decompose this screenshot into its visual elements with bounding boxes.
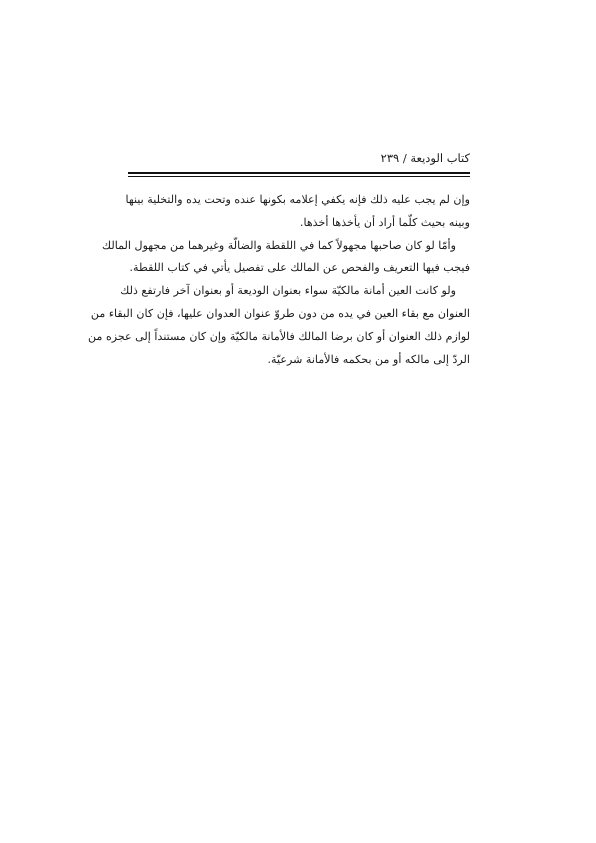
paragraph-1 bbox=[125, 189, 470, 235]
text-line: ولو كانت العين أمانة مالكيّة سواء بعنوان الوديعة أو بعنوان آخر فارتفع ذلك bbox=[120, 284, 456, 298]
text-line: الردّ إلى مالكه أو من بحكمه فالأمانة شرعيّة. bbox=[267, 352, 470, 366]
text-line: لوازم ذلك العنوان أو كان برضا المالك فالأمانة مالكيّة وإن كان مستنداً إلى عجزه من bbox=[88, 329, 470, 343]
header-rule-thick bbox=[128, 172, 470, 174]
body-text bbox=[88, 189, 470, 371]
text-line: العنوان مع بقاء العين في يده من دون طروّ عنوان العدوان عليها، فإن كان البقاء من bbox=[90, 306, 470, 320]
paragraph-2 bbox=[102, 235, 470, 281]
text-line: وبينه بحيث كلّما أراد أن يأخذها أخذها. bbox=[299, 215, 470, 229]
running-head: كتاب الوديعة / ٢٣٩ bbox=[380, 151, 470, 165]
text-line: وأمّا لو كان صاحبها مجهولاً كما في اللقطة والضالّة وغيرهما من مجهول المالك bbox=[102, 238, 456, 252]
header-rule-thin bbox=[128, 176, 470, 177]
text-line: وإن لم يجب عليه ذلك فإنه يكفي إعلامه بكونها عنده وتحت يده والتخلية بينها bbox=[125, 193, 470, 206]
text-line: فيجب فيها التعريف والفحص عن المالك على تفصيل يأتي في كتاب اللقطة. bbox=[129, 261, 470, 275]
paragraph-3 bbox=[88, 280, 470, 371]
